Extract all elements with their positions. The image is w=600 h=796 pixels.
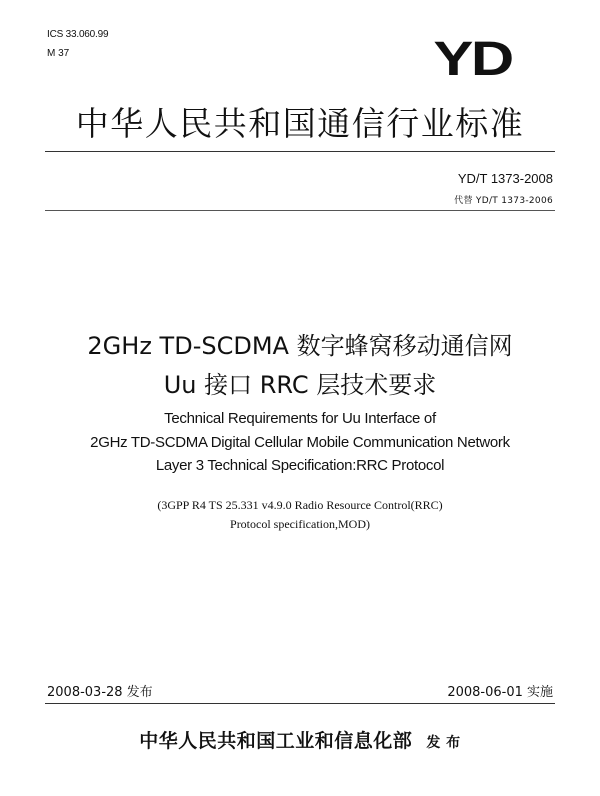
title-cn-line1: 2GHz TD-SCDMA 数字蜂窝移动通信网 — [87, 332, 513, 360]
ccs-code: M 37 — [47, 48, 70, 59]
ics-code: ICS 33.060.99 — [47, 29, 109, 40]
top-divider — [45, 151, 555, 152]
standard-number: YD/T 1373-2008 — [457, 171, 553, 186]
title-cn-line2: Uu 接口 RRC 层技术要求 — [163, 371, 437, 399]
effective-date: 2008-06-01 实施 — [447, 685, 553, 700]
subtitle-line2: Protocol specification,MOD) — [230, 517, 370, 531]
sub-divider — [45, 210, 555, 211]
title-en-line2: 2GHz TD-SCDMA Digital Cellular Mobile Communication Network — [90, 434, 510, 451]
title-en-line1: Technical Requirements for Uu Interface of — [164, 410, 436, 427]
publisher-line — [0, 726, 600, 753]
yd-logo: YD — [433, 33, 512, 86]
publisher-name: 中华人民共和国工业和信息化部 — [139, 730, 413, 752]
publisher-verb: 发 布 — [426, 735, 461, 751]
replaces-note: 代替 YD/T 1373-2006 — [454, 196, 553, 206]
bottom-divider — [45, 703, 555, 704]
publish-date: 2008-03-28 发布 — [47, 685, 153, 700]
subtitle-line1: (3GPP R4 TS 25.331 v4.9.0 Radio Resource Control(RRC) — [157, 498, 443, 512]
title-en-line3: Layer 3 Technical Specification:RRC Protocol — [155, 457, 445, 474]
main-title: 中华人民共和国通信行业标准 — [75, 104, 525, 143]
